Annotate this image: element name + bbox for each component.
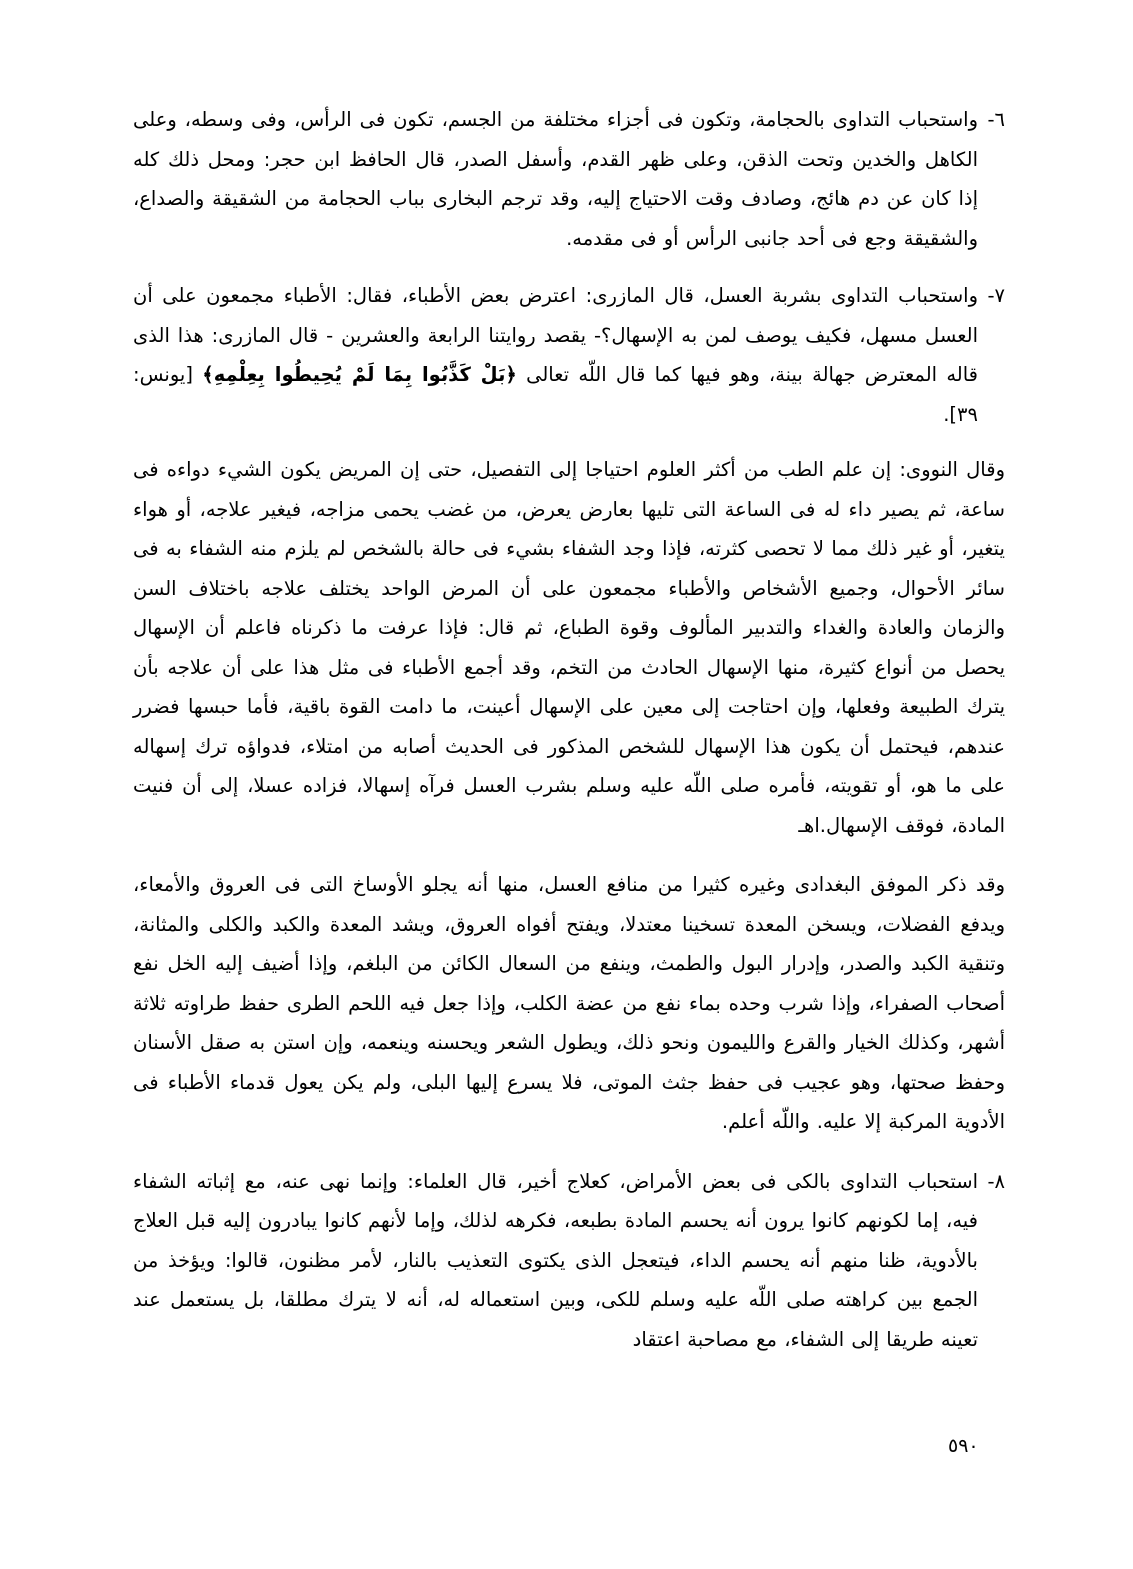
paragraph-item-8 xyxy=(133,1162,1005,1360)
paragraph-item-6 xyxy=(133,100,1005,258)
paragraph-text: وقال النووى: إن علم الطب من أكثر العلوم احتياجا إلى التفصيل، حتى إن المريض يكون الشيء دواءه فى ساعة، ثم يصير داء له فى الساعة التى تليها بعارض يعرض، من غضب يحمى مزاجه، فيغير علاجه، أو هواء يتغير، أو غير ذلك مما لا تحصى كثرته، فإذا وجد الشفاء بشيء فى حالة بالشخص لم يلزم منه الشفاء به فى سائر الأحوال، وجميع الأشخاص والأطباء مجمعون على أن المرض الواحد يختلف علاجه باختلاف السن والزمان والعادة والغداء والتدبير المألوف وقوة الطباع، ثم قال: فإذا عرفت ما ذكرناه فاعلم أن الإسهال يحصل من أنواع كثيرة، منها الإسهال الحادث من التخم، وقد أجمع الأطباء فى مثل هذا على أن علاجه بأن يترك الطبيعة وفعلها، وإن احتاجت إلى معين على الإسهال أعينت، ما دامت القوة باقية، فأما حبسها فضرر عندهم، فيحتمل أن يكون هذا الإسهال للشخص المذكور فى الحديث أصابه من امتلاء، فدواؤه ترك إسهاله على ما هو، أو تقويته، فأمره صلى اللّه عليه وسلم بشرب العسل فرآه إسهالا، فزاده عسلا، إلى أن فنيت المادة، فوقف الإسهال.اهـ xyxy=(133,458,1005,837)
verse-citation: [يونس: ٣٩]. xyxy=(133,363,978,426)
item-number: ٧- xyxy=(987,284,1005,307)
paragraph-text: وقد ذكر الموفق البغدادى وغيره كثيرا من منافع العسل، منها أنه يجلو الأوساخ التى فى العروق والأمعاء، ويدفع الفضلات، ويسخن المعدة تسخينا معتدلا، ويفتح أفواه العروق، ويشد المعدة والكبد والكلى والمثانة، وتنقية الكبد والصدر، وإدرار البول والطمث، وينفع من السعال الكائن من البلغم، وإذا أضيف إليه الخل نفع أصحاب الصفراء، وإذا شرب وحده بماء نفع من عضة الكلب، وإذا جعل فيه اللحم الطرى حفظ طراوته ثلاثة أشهر، وكذلك الخيار والقرع والليمون ونحو ذلك، ويطول الشعر ويحسنه وينعمه، وإن استن به صقل الأسنان وحفظ صحتها، وهو عجيب فى حفظ جثث الموتى، فلا يسرع إليها البلى، ولم يكن يعول قدماء الأطباء فى الأدوية المركبة إلا عليه. واللّه أعلم. xyxy=(133,873,1005,1133)
paragraph-text: واستحباب التداوى بالحجامة، وتكون فى أجزاء مختلفة من الجسم، تكون فى الرأس، وفى وسطه، وعلى الكاهل والخدين وتحت الذقن، وعلى ظهر القدم، وأسفل الصدر، قال الحافظ ابن حجر: ومحل ذلك كله إذا كان عن دم هائج، وصادف وقت الاحتياج إليه، وقد ترجم البخارى بباب الحجامة من الشقيقة والصداع، والشقيقة وجع فى أحد جانبى الرأس أو فى مقدمه. xyxy=(133,108,978,250)
paragraph-honey-benefits xyxy=(133,865,1005,1142)
paragraph-text: واستحباب التداوى بشربة العسل، قال المازرى: اعترض بعض الأطباء، فقال: الأطباء مجمعون على أن العسل مسهل، فكيف يوصف لمن به الإسهال؟- يقصد روايتنا الرابعة والعشرين - قال المازرى: هذا الذى قاله المعترض جهالة بينة، وهو فيها كما قال اللّه تعالى xyxy=(133,284,979,386)
item-number: ٨- xyxy=(987,1169,1005,1193)
paragraph-nawawi-quote xyxy=(133,450,1005,845)
quran-verse: ﴿بَلْ كَذَّبُوا بِمَا لَمْ يُحِيطُوا بِعِلْمِهِ﴾ xyxy=(202,363,517,386)
document-page xyxy=(133,100,1005,1359)
page-number: ٥٩٠ xyxy=(948,1435,979,1457)
paragraph-text: استحباب التداوى بالكى فى بعض الأمراض، كعلاج أخير، قال العلماء: وإنما نهى عنه، مع إثباته الشفاء فيه، إما لكونهم كانوا يرون أنه يحسم المادة بطبعه، فكرهه لذلك، وإما لأنهم كانوا يبادرون إليه قبل العلاج بالأدوية، ظنا منهم أنه يحسم الداء، فيتعجل الذى يكتوى التعذيب بالنار، لأمر مظنون، قالوا: ويؤخذ من الجمع بين كراهته صلى اللّه عليه وسلم للكى، وبين استعماله له، أنه لا يترك مطلقا، بل يستعمل عند تعينه طريقا إلى الشفاء، مع مصاحبة اعتقاد xyxy=(133,1169,978,1351)
paragraph-item-7 xyxy=(133,276,1005,434)
item-number: ٦- xyxy=(987,108,1005,131)
